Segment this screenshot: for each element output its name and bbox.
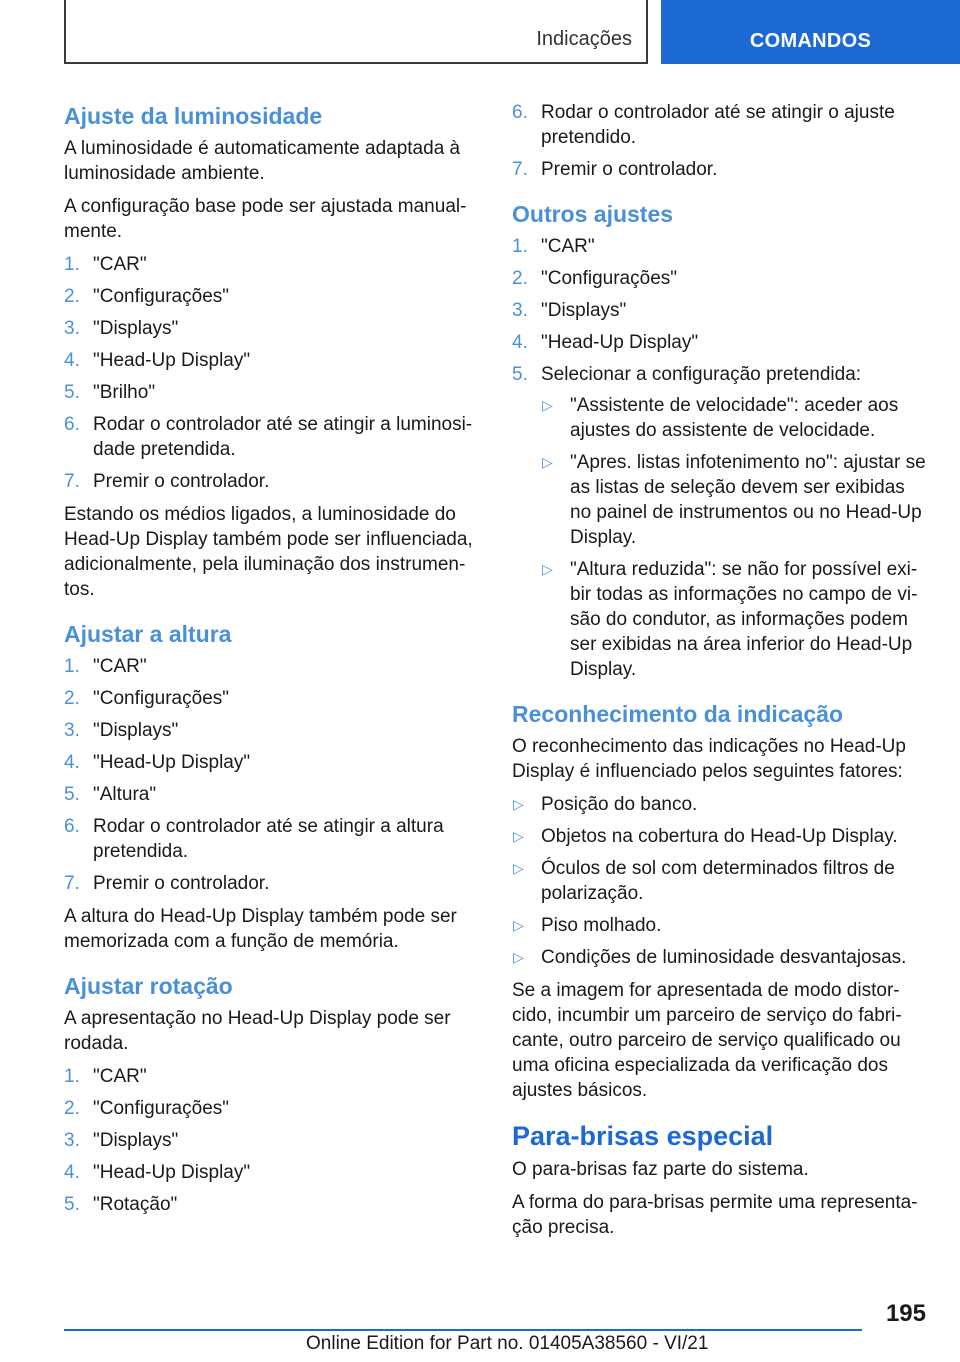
section-special-windshield [512,1119,928,1240]
step-list [512,234,928,682]
section-title: Outros ajustes [512,201,674,227]
paragraph: Estando os médios ligados, a luminosidade do Head-Up Display também pode ser influenciada, adicionalmente, pela iluminação dos instrumen-tos. [64,504,473,600]
factor-item: ▷ Óculos de sol com determinados filtros de polarização. [513,858,895,904]
header-chapter-tab: COMANDOS [661,0,960,64]
left-column [64,100,480,1233]
step-item: 5. Selecionar a configuração pretendida: ▷ "Assistente de velocidade": aceder aos ajustes do assistente de velocidade. ▷ "Apres. listas infotenimento no": ajustar se as listas de seleção devem ser exibidas no painel de instrumentos ou no Head-Up Display. ▷ "Altura reduzida": se não for possível exi-bir todas as informações no campo de vi-são do condutor, as informações podem ser exibidas na área inferior do Head-Up Display. [512,362,928,682]
step-item: 3. "Displays" [512,300,627,321]
step-item: 5. "Brilho" [64,382,156,403]
option-item: ▷ "Apres. listas infotenimento no": ajustar se as listas de seleção devem ser exibidas no painel de instrumentos ou no Head-Up Display. [542,452,926,548]
paragraph: Se a imagem for apresentada de modo distor-cido, incumbir um parceiro de serviço do fabri-cante, outro parceiro de serviço qualificado ou uma oficina especializada da verificação dos ajustes básicos. [512,980,902,1101]
paragraph: A apresentação no Head-Up Display pode ser rodada. [64,1008,451,1054]
factor-item: ▷ Piso molhado. [513,915,662,936]
page-number: 195 [885,1300,926,1327]
triangle-bullet-icon: ▷ [513,828,524,844]
paragraph: A altura do Head-Up Display também pode ser memorizada com a função de memória. [64,906,457,952]
right-column [512,100,928,1256]
triangle-bullet-icon: ▷ [513,860,524,876]
step-item: 4. "Head-Up Display" [64,350,251,371]
triangle-bullet-icon: ▷ [513,917,524,933]
triangle-bullet-icon: ▷ [542,397,553,413]
step-item: 7. Premir o controlador. [512,159,718,180]
step-item: 7. Premir o controlador. [64,471,270,492]
step-list-continued [512,100,928,182]
triangle-bullet-icon: ▷ [542,561,553,577]
step-list [64,1064,480,1217]
factor-item: ▷ Objetos na cobertura do Head-Up Display. [513,826,898,847]
step-item: 3. "Displays" [64,1130,179,1151]
step-item: 6. Rodar o controlador até se atingir o ajuste pretendido. [512,102,895,148]
section-title: Ajustar rotação [64,973,233,999]
factor-item: ▷ Posição do banco. [513,794,698,815]
option-item: ▷ "Altura reduzida": se não for possível exi-bir todas as informações no campo de vi-são do condutor, as informações podem ser exibidas na área inferior do Head-Up Display. [542,559,918,680]
step-list [64,252,480,494]
step-item: 2. "Configurações" [64,286,230,307]
section-title: Ajuste da luminosidade [64,103,323,129]
step-item: 3. "Displays" [64,720,179,741]
step-item: 6. Rodar o controlador até se atingir a luminosi-dade pretendida. [64,414,473,460]
footer-divider [64,1329,862,1331]
step-item: 4. "Head-Up Display" [64,1162,251,1183]
triangle-bullet-icon: ▷ [513,796,524,812]
section-height [64,618,480,954]
section-recognition [512,698,928,1103]
step-item: 2. "Configurações" [512,268,678,289]
section-rotation [64,970,480,1217]
section-title: Reconhecimento da indicação [512,701,844,727]
step-item: 1. "CAR" [64,1066,147,1087]
section-title: Ajustar a altura [64,621,232,647]
section-brightness [64,100,480,602]
factor-list [512,792,928,970]
paragraph: A forma do para-brisas permite uma representa-ção precisa. [512,1192,918,1238]
triangle-bullet-icon: ▷ [513,949,524,965]
step-item: 5. "Rotação" [64,1194,178,1215]
step-item: 1. "CAR" [512,236,595,257]
step-item: 4. "Head-Up Display" [64,752,251,773]
step-item: 2. "Configurações" [64,688,230,709]
step-item: 4. "Head-Up Display" [512,332,699,353]
option-list [541,393,928,682]
step-item: 2. "Configurações" [64,1098,230,1119]
step-item: 3. "Displays" [64,318,179,339]
footer-edition: Online Edition for Part no. 01405A38560 - VI/21 [306,1333,709,1354]
step-item: 1. "CAR" [64,656,147,677]
paragraph: O reconhecimento das indicações no Head-Up Display é influenciado pelos seguintes fatores: [512,736,906,782]
header-section-title: Indicações [536,28,632,50]
paragraph: A luminosidade é automaticamente adaptada à luminosidade ambiente. [64,138,461,184]
paragraph: A configuração base pode ser ajustada manual-mente. [64,196,467,242]
factor-item: ▷ Condições de luminosidade desvantajosas. [513,947,907,968]
section-title: Para-brisas especial [512,1121,774,1151]
header-frame [64,0,648,64]
step-item: 5. "Altura" [64,784,157,805]
section-other-settings [512,198,928,682]
step-list [64,654,480,896]
option-item: ▷ "Assistente de velocidade": aceder aos ajustes do assistente de velocidade. [542,395,899,441]
step-item: 1. "CAR" [64,254,147,275]
triangle-bullet-icon: ▷ [542,454,553,470]
paragraph: O para-brisas faz parte do sistema. [512,1159,809,1180]
step-item: 7. Premir o controlador. [64,873,270,894]
step-item: 6. Rodar o controlador até se atingir a altura pretendida. [64,816,444,862]
